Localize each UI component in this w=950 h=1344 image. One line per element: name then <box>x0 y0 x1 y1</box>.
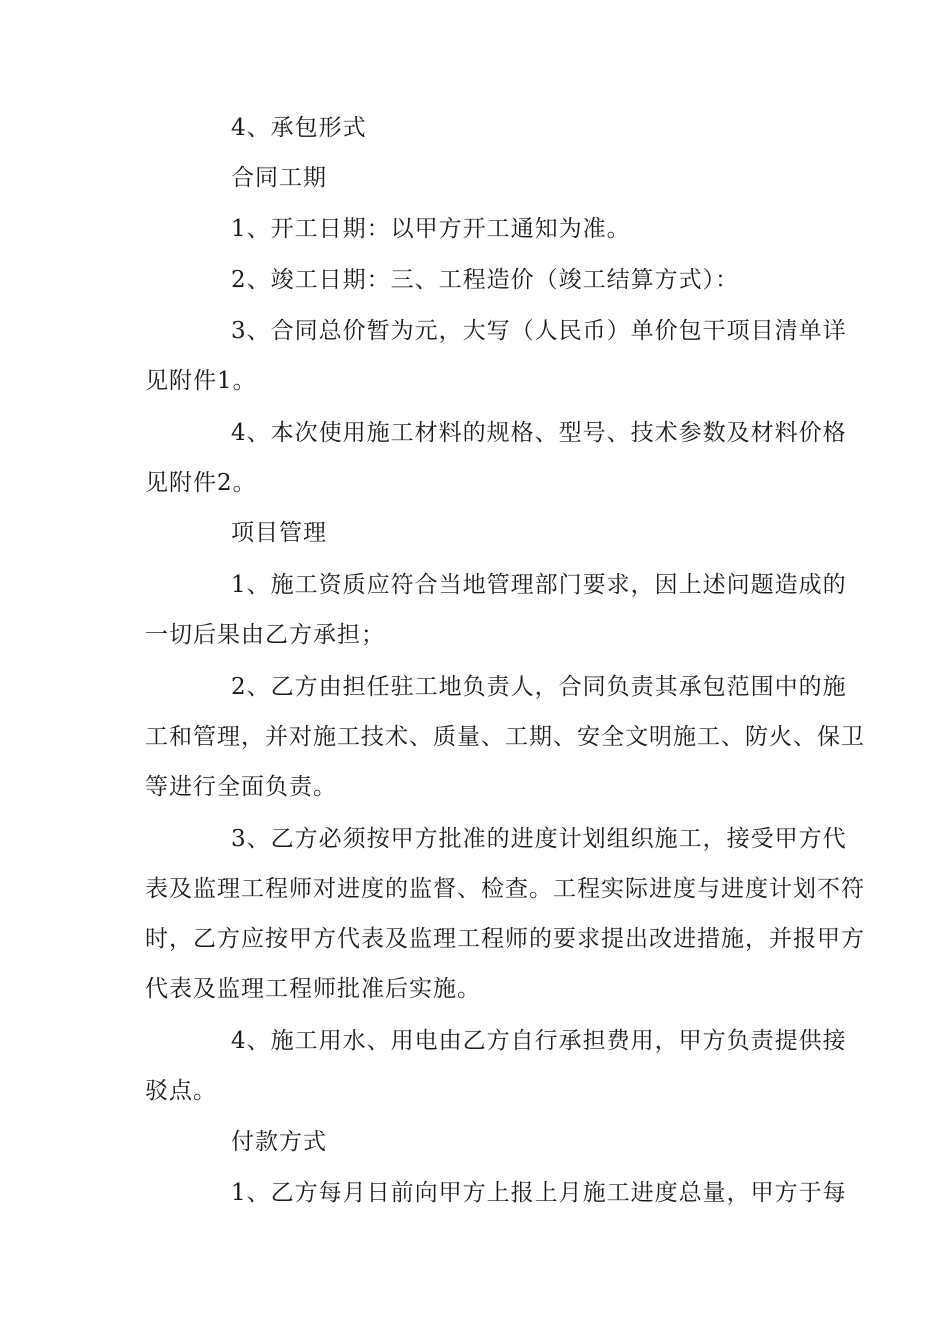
paragraph-materials-line1: 4、本次使用施工材料的规格、型号、技术参数及材料价格 <box>231 420 847 446</box>
paragraph-schedule-line1: 3、乙方必须按甲方批准的进度计划组织施工，接受甲方代 <box>231 826 847 852</box>
paragraph-completion-date: 2、竣工日期：三、工程造价（竣工结算方式）： <box>231 267 740 293</box>
paragraph-utilities-line2: 驳点。 <box>145 1078 217 1104</box>
paragraph-site-manager-line1: 2、乙方由担任驻工地负责人，合同负责其承包范围中的施 <box>231 674 847 700</box>
paragraph-site-manager-line3: 等进行全面负责。 <box>145 774 337 800</box>
heading-project-management: 项目管理 <box>231 520 327 546</box>
paragraph-schedule-line3: 时，乙方应按甲方代表及监理工程师的要求提出改进措施，并报甲方 <box>145 926 865 952</box>
paragraph-schedule-line2: 表及监理工程师对进度的监督、检查。工程实际进度与进度计划不符 <box>145 876 865 902</box>
paragraph-total-price-line2: 见附件1。 <box>145 368 257 394</box>
paragraph-materials-line2: 见附件2。 <box>145 470 257 496</box>
paragraph-site-manager-line2: 工和管理，并对施工技术、质量、工期、安全文明施工、防火、保卫 <box>145 724 865 750</box>
paragraph-payment-line1: 1、乙方每月日前向甲方上报上月施工进度总量，甲方于每 <box>231 1180 847 1206</box>
paragraph-qualification-line2: 一切后果由乙方承担； <box>145 622 385 648</box>
heading-contract-period: 合同工期 <box>231 165 327 191</box>
paragraph-schedule-line4: 代表及监理工程师批准后实施。 <box>145 976 481 1002</box>
heading-payment-method: 付款方式 <box>231 1129 327 1155</box>
section-contract-form: 4、承包形式 <box>231 115 367 141</box>
paragraph-qualification-line1: 1、施工资质应符合当地管理部门要求，因上述问题造成的 <box>231 572 847 598</box>
paragraph-start-date: 1、开工日期：以甲方开工通知为准。 <box>231 216 631 242</box>
paragraph-total-price-line1: 3、合同总价暂为元，大写（人民币）单价包干项目清单详 <box>231 318 847 344</box>
paragraph-utilities-line1: 4、施工用水、用电由乙方自行承担费用，甲方负责提供接 <box>231 1028 847 1054</box>
